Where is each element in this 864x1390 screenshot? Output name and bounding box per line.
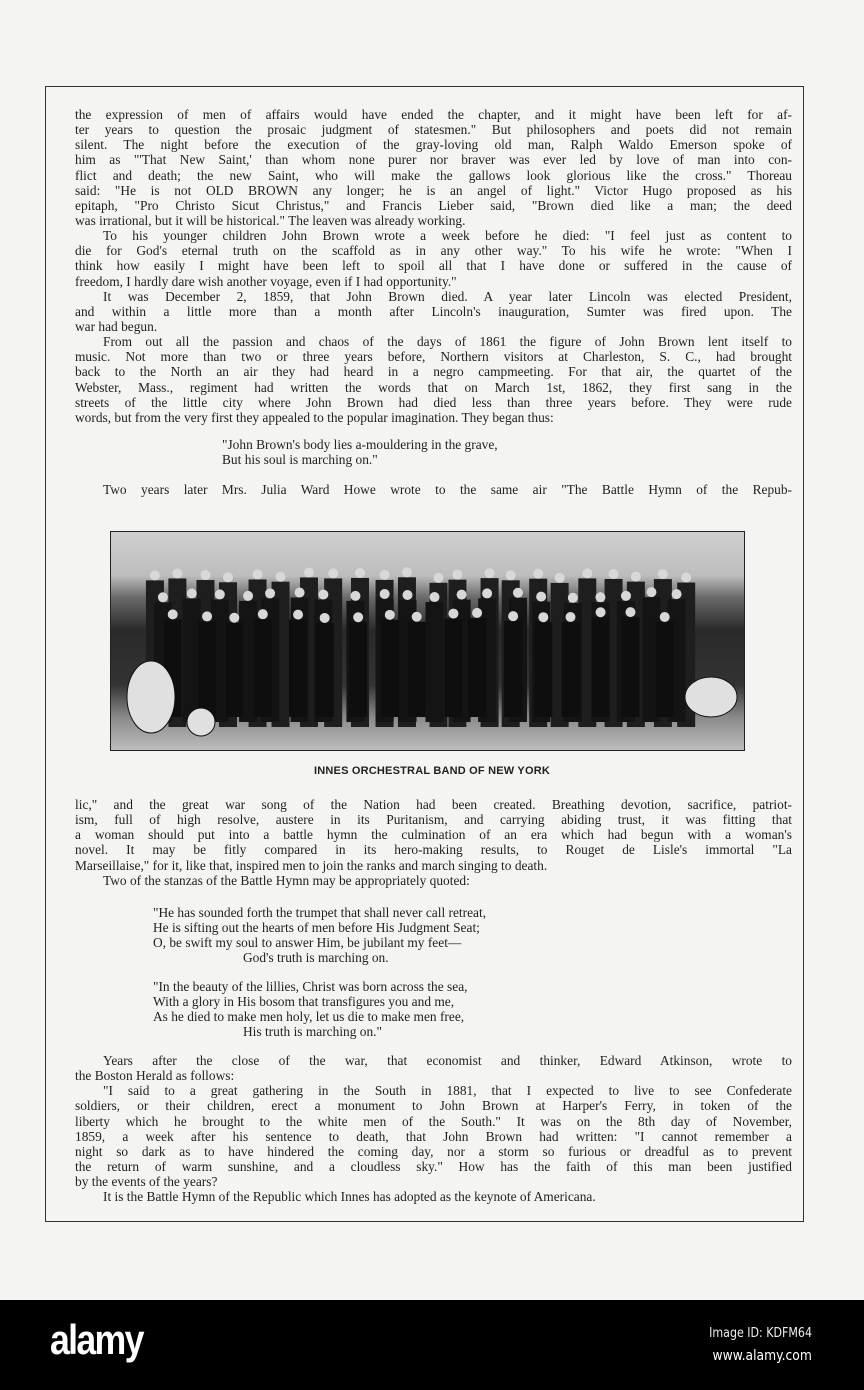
top-text-block: [75, 107, 792, 425]
verse-line: But his soul is marching on.": [222, 452, 378, 468]
photo-caption: INNES ORCHESTRAL BAND OF NEW YORK: [314, 765, 550, 777]
stanza-2: [153, 979, 468, 1040]
verse-line: As he died to make men holy, let us die to make men free,: [153, 1009, 465, 1025]
text-line: Years after the close of the war, that economist and thinker, Edward Atkinson, wrote to: [103, 1053, 792, 1068]
text-line: him as "'That New Saint,' than whom none purer nor braver was ever led by love of man into con-: [75, 152, 792, 168]
text-line: Webster, Mass., regiment had written the words that on March 1st, 1862, they first sang in the: [75, 379, 792, 395]
band-figures: [111, 532, 745, 751]
text-line: silent. The night before the execution of the gray-loving old man, Ralph Waldo Emerson spoke of: [75, 137, 792, 153]
drum: [187, 708, 215, 736]
text-line: music. Not more than two or three years before, Northern visitors at Charleston, S. C., had brought: [75, 349, 792, 365]
band-member: [656, 612, 674, 717]
text-line: From out all the passion and chaos of the days of 1861 the figure of John Brown lent itself to: [103, 334, 792, 350]
text-line: words, but from the very first they appealed to the popular imagination. They began thus:: [75, 409, 554, 425]
text-line: liberty which he brought to the white men of the South." It was on the 8th day of November,: [75, 1113, 792, 1129]
text-line: Marseillaise," for it, like that, inspired men to join the ranks and march singing to death.: [75, 857, 548, 873]
website: www.alamy.com: [712, 1348, 812, 1364]
band-member: [381, 610, 399, 717]
text-line: ter years to question the prosaic judgment of statesmen." But philosophers and poets did not remain: [75, 122, 792, 138]
mid-text-block: [75, 797, 792, 888]
band-member: [504, 611, 522, 717]
verse-line: His truth is marching on.": [243, 1024, 382, 1040]
band-member: [621, 607, 639, 717]
verse-line: "John Brown's body lies a-mouldering in the grave,: [222, 437, 498, 452]
text-line: streets of the little city where John Brown had died less than three years before. They were rude: [75, 394, 792, 410]
verse-line: He is sifting out the hearts of men before His Judgment Seat;: [153, 920, 480, 936]
band-member: [444, 609, 462, 717]
text-line: the Boston Herald as follows:: [75, 1068, 235, 1084]
stanza-1: [153, 905, 486, 966]
band-member: [349, 612, 367, 717]
verse-line: God's truth is marching on.: [243, 950, 389, 966]
text-line: Two years later Mrs. Julia Ward Howe wrote to the same air "The Battle Hymn of the Repub-: [103, 482, 792, 497]
band-member: [468, 608, 486, 717]
drum: [127, 661, 175, 733]
text-line: night so dark as to have hindered the coming day, nor a storm so furious or dreadful as to prevent: [75, 1143, 792, 1159]
text-line: It is the Battle Hymn of the Republic which Innes has adopted as the keynote of Americana.: [103, 1189, 596, 1205]
image-id: Image ID: KDFM64: [709, 1326, 812, 1341]
band-photograph: [110, 531, 745, 751]
band-member: [426, 592, 444, 722]
bottom-text-block: [75, 1053, 792, 1204]
text-line: die for God's eternal truth on the scaffold as in any other way." To his wife he wrote: "When I: [75, 243, 792, 259]
verse-line: With a glory in His bosom that transfigures you and me,: [153, 994, 455, 1010]
text-line: a woman should put into a battle hymn the culmination of an era which had begun with a woman's: [75, 827, 792, 843]
text-line: freedom, I hardly dare wish another voyage, even if I had opportunity.": [75, 273, 457, 289]
text-line: was irrational, but it will be historical." The leaven was already working.: [75, 212, 466, 228]
text-line: It was December 2, 1859, that John Brown died. A year later Lincoln was elected President,: [103, 288, 792, 304]
verse-line: "He has sounded forth the trumpet that shall never call retreat,: [153, 905, 487, 920]
band-member: [289, 610, 307, 717]
band-member: [254, 609, 272, 717]
band-member: [561, 612, 579, 717]
text-line: the return of warm sunshine, and a cloudless sky." How has the faith of this man been justified: [75, 1158, 792, 1174]
text-line: by the events of the years?: [75, 1174, 218, 1190]
text-line: the expression of men of affairs would have ended the chapter, and it might have been left for af-: [75, 107, 792, 122]
text-line: To his younger children John Brown wrote a week before he died: "I feel just as content to: [103, 228, 792, 244]
band-member: [225, 613, 243, 717]
drum: [685, 677, 737, 717]
text-line: "I said to a great gathering in the South in 1881, that I expected to live to see Confederate: [103, 1083, 792, 1099]
text-line: 1859, a week after his sentence to death, that John Brown had written: "I cannot remember a: [75, 1128, 792, 1144]
alamy-logo: alamy: [50, 1316, 143, 1363]
watermark-bar: [0, 1300, 864, 1390]
band-member: [408, 612, 426, 717]
band-member: [592, 607, 610, 717]
text-line: and within a little more than a month after Lincoln's inauguration, Sumter was fired upon. The: [75, 303, 792, 319]
verse-line: "In the beauty of the lillies, Christ was born across the sea,: [153, 979, 468, 994]
band-member: [198, 611, 216, 717]
text-line: war had begun.: [75, 318, 158, 334]
text-line: think how easily I might have been left to spoil all that I have done or suffered in the cause of: [75, 258, 792, 274]
text-line: soldiers, or their children, erect a monument to John Brown at Harper's Ferry, in token of the: [75, 1098, 792, 1114]
text-line: back to the North an air they had heard in a negro campmeeting. For that air, the quartet of the: [75, 364, 792, 380]
band-member: [316, 613, 334, 717]
pre-photo-paragraph: [75, 482, 792, 497]
text-line: lic," and the great war song of the Nation had been created. Breathing devotion, sacrifice, patriot-: [75, 797, 792, 812]
text-line: Two of the stanzas of the Battle Hymn may be appropriately quoted:: [103, 872, 470, 888]
text-line: ism, full of high resolve, austere in its Puritanism, and carrying abiding trust, it was fitting that: [75, 812, 792, 828]
band-member: [534, 612, 552, 717]
text-line: said: "He is not OLD BROWN any longer; he is an angel of light." Victor Hugo proposed as his: [75, 182, 792, 198]
band-member: [183, 588, 201, 722]
text-line: novel. It may be fitly compared in its hero-making results, to Rouget de Lisle's immortal "La: [75, 842, 792, 858]
verse-john-browns-body: [222, 437, 498, 467]
text-line: epitaph, "Pro Christo Sicut Christus," and Francis Lieber said, "Brown died like a man; the deed: [75, 197, 792, 213]
verse-line: O, be swift my soul to answer Him, be jubilant my feet—: [153, 935, 462, 951]
text-line: flict and death; the new Saint, who will make the gallows look glorious like the cross." Thoreau: [75, 167, 792, 183]
